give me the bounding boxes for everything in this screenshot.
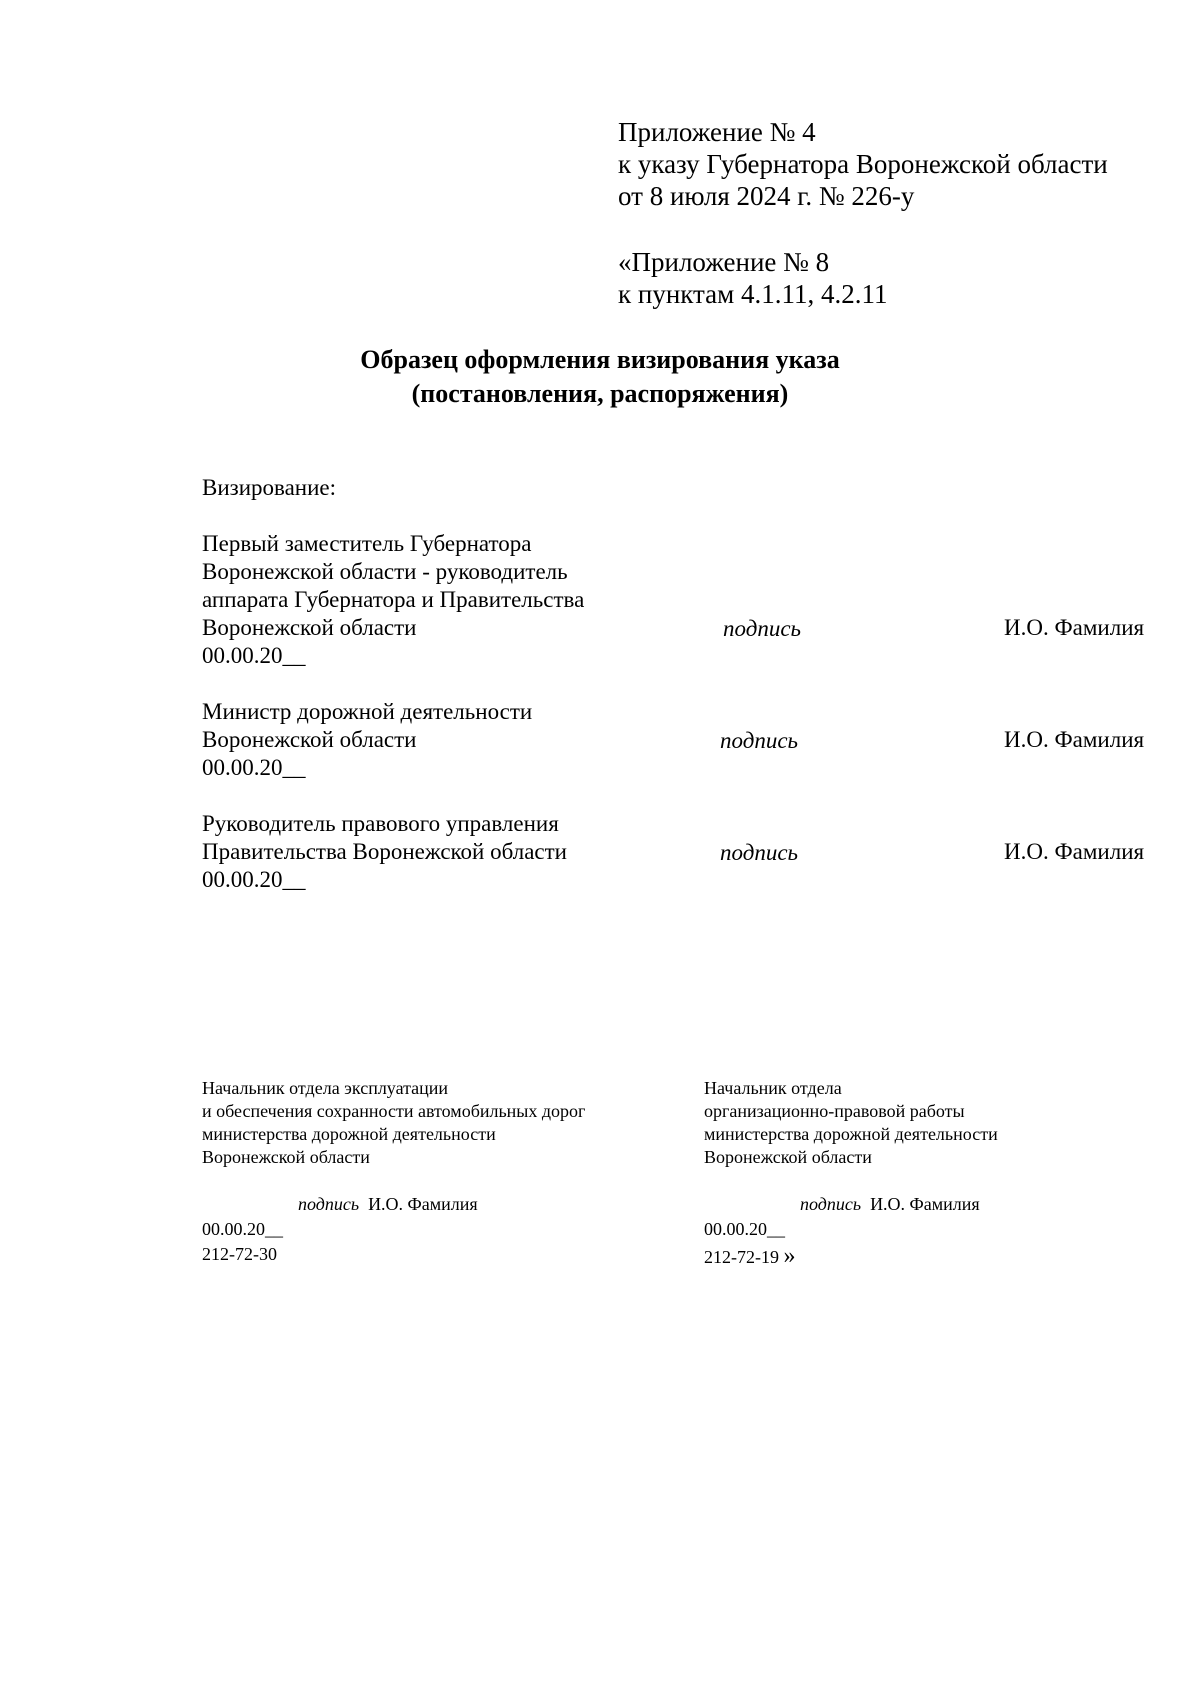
executor-signature-row — [800, 1193, 980, 1216]
position-line: Воронежской области — [202, 1147, 370, 1167]
executor-phone-row — [704, 1245, 796, 1269]
title-line: (постановления, распоряжения) — [411, 379, 789, 408]
signer-name: И.О. Фамилия — [1004, 839, 1145, 864]
position-line: Начальник отдела — [704, 1078, 842, 1098]
executor-phone: 212-72-19 — [704, 1247, 779, 1267]
header-line: Приложение № 4 — [618, 117, 816, 147]
position-line: Руководитель правового управления — [202, 811, 559, 836]
signature-placeholder: подпись — [723, 616, 802, 641]
position-line: и обеспечения сохранности автомобильных дорог — [202, 1101, 586, 1121]
approval-position — [202, 810, 567, 894]
header-line: к пунктам 4.1.11, 4.2.11 — [618, 279, 888, 309]
position-line: Воронежской области - руководитель — [202, 559, 568, 584]
position-line: Первый заместитель Губернатора — [202, 531, 532, 556]
approval-position — [202, 698, 532, 782]
position-line: Воронежской области — [202, 727, 417, 752]
visa-label: Визирование: — [202, 475, 337, 500]
executor-position — [704, 1077, 998, 1169]
signer-name: И.О. Фамилия — [368, 1194, 478, 1214]
signature-placeholder: подпись — [800, 1194, 862, 1214]
executor-phone: 212-72-30 — [202, 1244, 277, 1264]
appendix-subheader — [618, 246, 887, 310]
position-line: Министр дорожной деятельности — [202, 699, 533, 724]
executor-signature-row — [298, 1193, 478, 1216]
position-line: министерства дорожной деятельности — [704, 1124, 998, 1144]
position-line: Воронежской области — [202, 615, 417, 640]
header-line: от 8 июля 2024 г. № 226-у — [618, 181, 915, 211]
document-title — [0, 343, 1200, 411]
appendix-header — [618, 116, 1108, 212]
header-line: к указу Губернатора Воронежской области — [618, 149, 1108, 179]
signer-name: И.О. Фамилия — [870, 1194, 980, 1214]
signer-name: И.О. Фамилия — [1004, 727, 1145, 752]
closing-quote: » — [783, 1243, 796, 1269]
position-line: аппарата Губернатора и Правительства — [202, 587, 585, 612]
position-line: Правительства Воронежской области — [202, 839, 567, 864]
executor-date: 00.00.20__ — [704, 1219, 785, 1239]
header-line: «Приложение № 8 — [618, 247, 830, 277]
signature-placeholder: подпись — [298, 1194, 360, 1214]
executor-position — [202, 1077, 585, 1169]
approval-date: 00.00.20__ — [202, 867, 306, 892]
title-line: Образец оформления визирования указа — [360, 345, 840, 374]
signature-placeholder: подпись — [720, 840, 799, 865]
position-line: Воронежской области — [704, 1147, 872, 1167]
position-line: организационно-правовой работы — [704, 1101, 965, 1121]
position-line: министерства дорожной деятельности — [202, 1124, 496, 1144]
approval-date: 00.00.20__ — [202, 643, 306, 668]
executor-date: 00.00.20__ — [202, 1219, 283, 1239]
signer-name: И.О. Фамилия — [1004, 615, 1145, 640]
signature-placeholder: подпись — [720, 728, 799, 753]
position-line: Начальник отдела эксплуатации — [202, 1078, 449, 1098]
approval-date: 00.00.20__ — [202, 755, 306, 780]
approval-position — [202, 530, 584, 670]
